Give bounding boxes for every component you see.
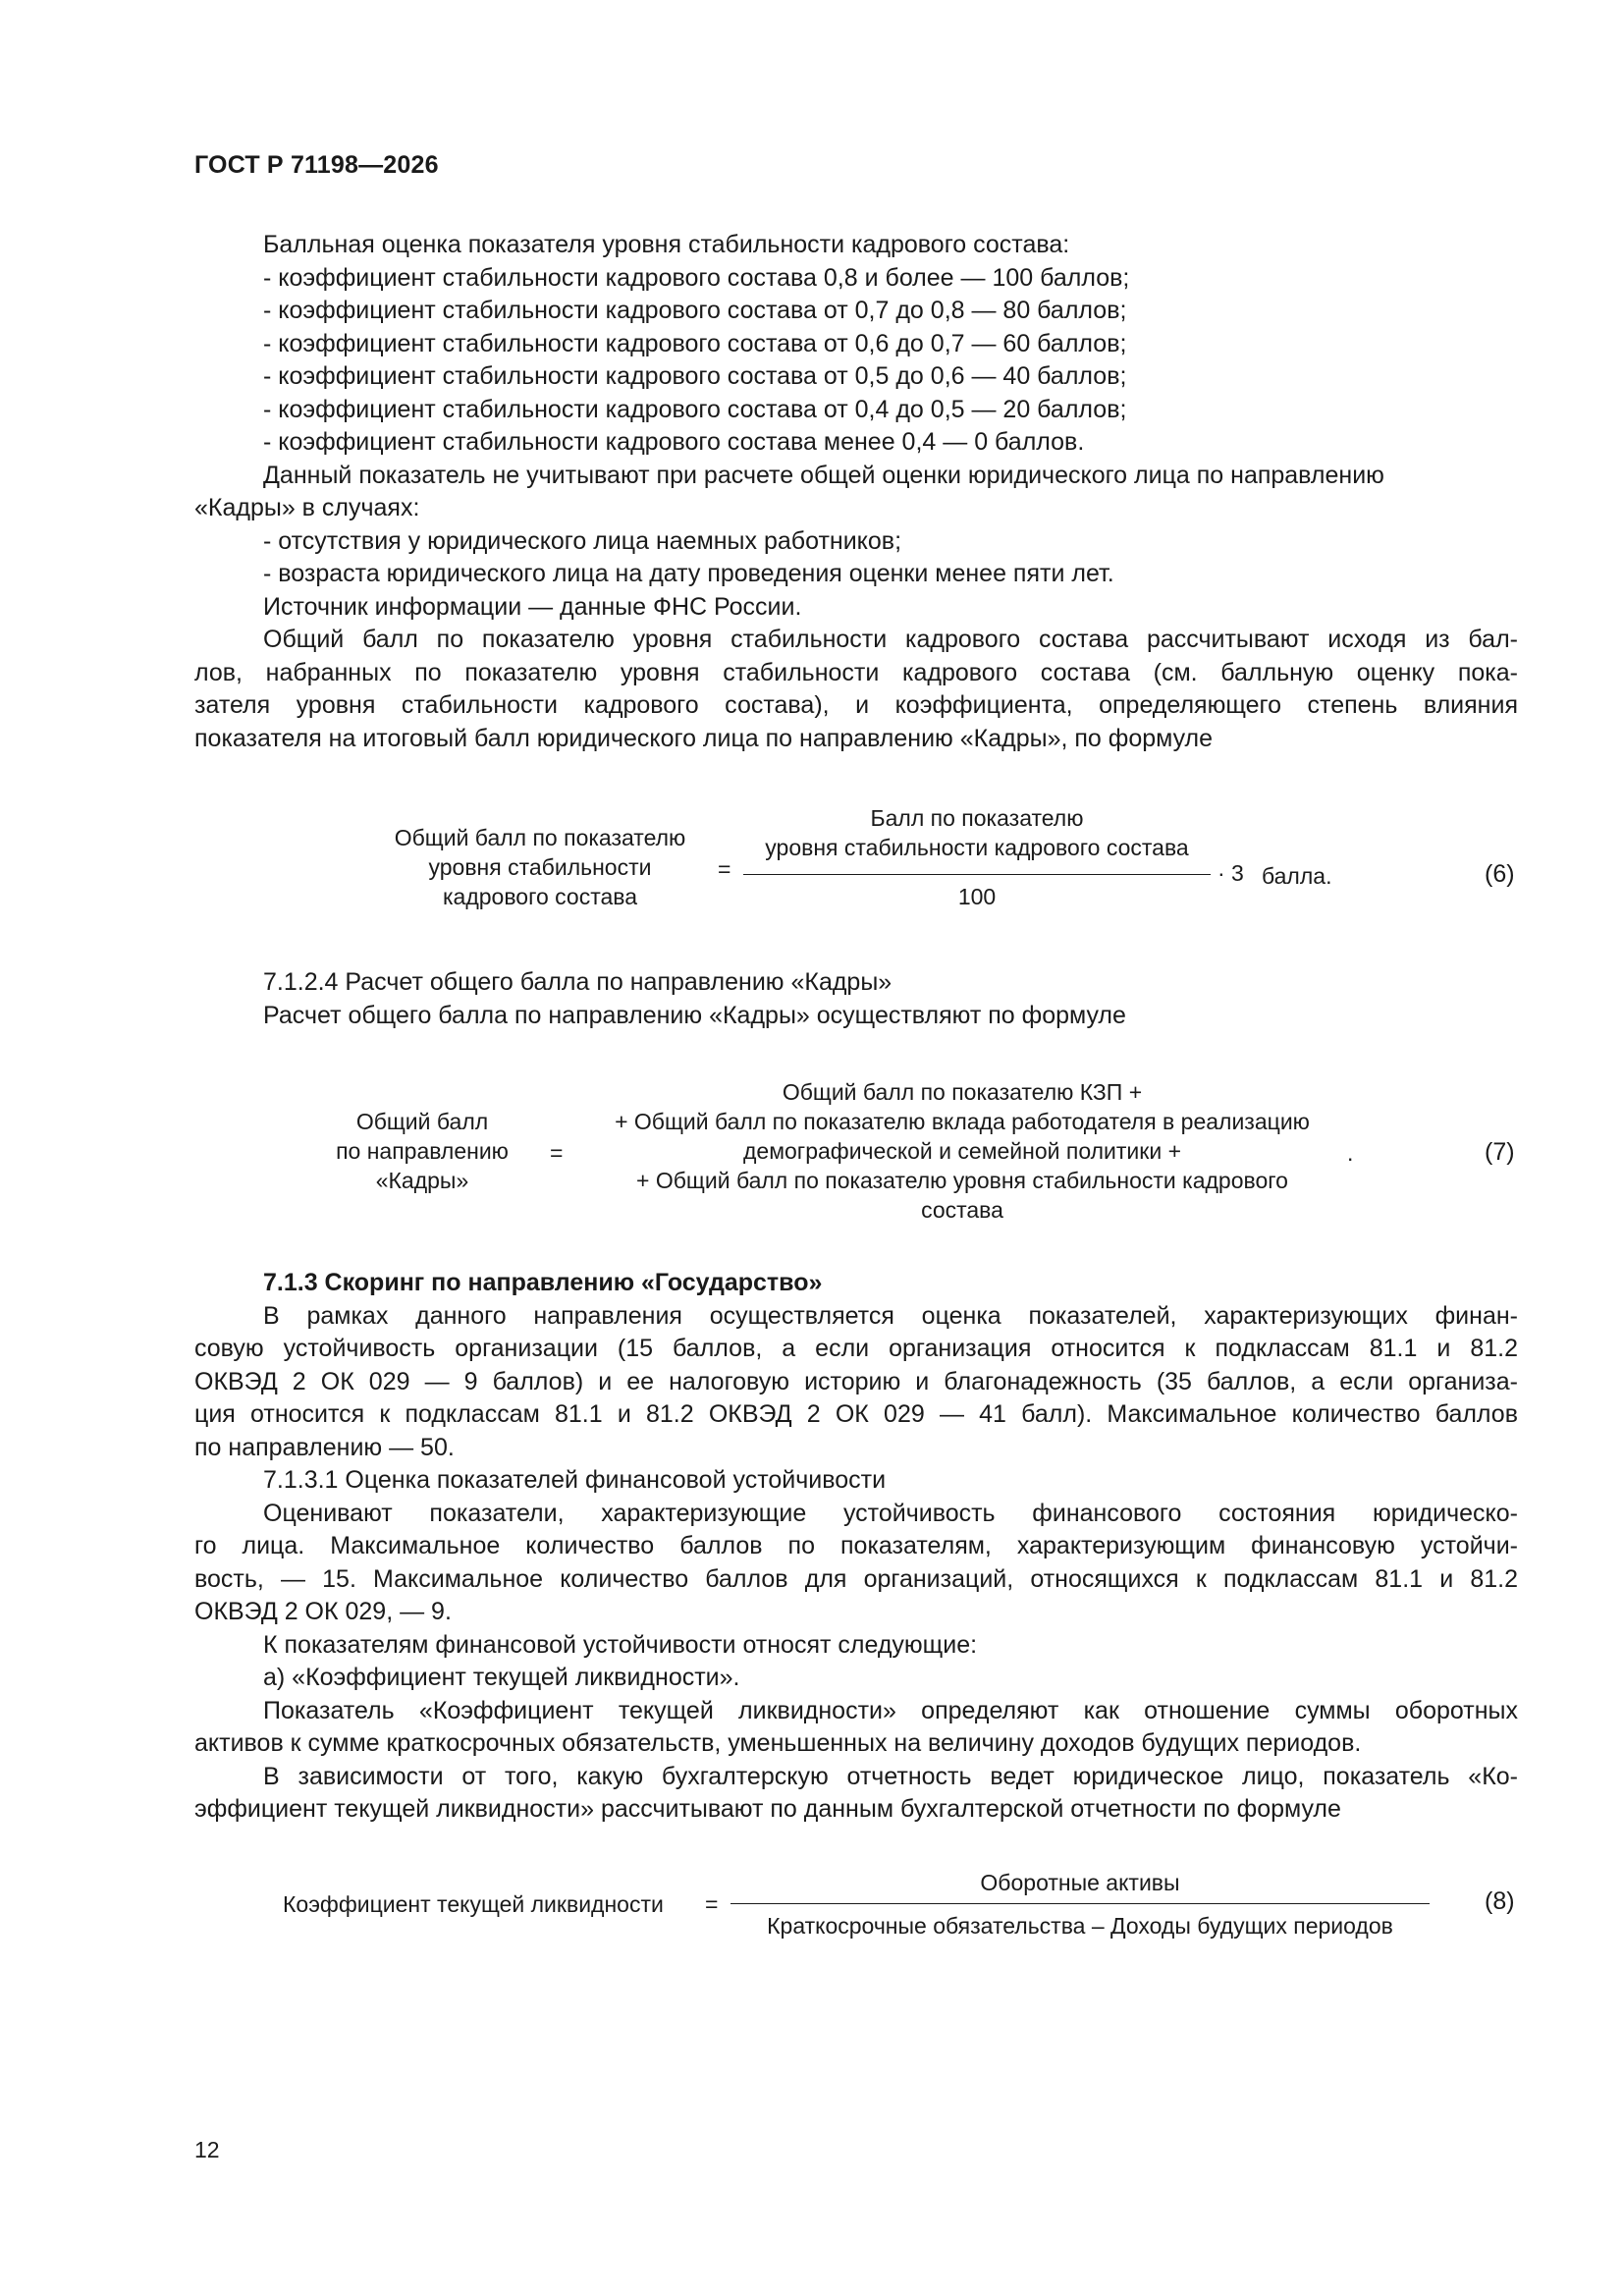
list-item: - коэффициент стабильности кадрового состава 0,8 и более — 100 баллов; bbox=[263, 263, 1130, 292]
paragraph: Источник информации — данные ФНС России. bbox=[263, 592, 802, 621]
formula-denominator: 100 bbox=[957, 884, 997, 909]
formula-rhs-line: + Общий балл по показателю вклада работодателя в реализацию bbox=[615, 1109, 1310, 1134]
paragraph-line: Оценивают показатели, характеризующие устойчивость финансового состояния юридическо- bbox=[263, 1499, 1518, 1527]
formula-lhs bbox=[363, 823, 717, 911]
formula-rhs-line: + Общий балл по показателю уровня стабильности кадрового bbox=[636, 1168, 1288, 1193]
formula-numerator-line: Балл по показателю bbox=[870, 805, 1084, 831]
paragraph-line: зателя уровня стабильности кадрового состава), и коэффициента, определяющего степень влияния bbox=[194, 691, 1518, 719]
list-item: - возраста юридического лица на дату проведения оценки менее пяти лет. bbox=[263, 560, 1114, 587]
formula-numerator bbox=[741, 803, 1213, 862]
paragraph-line: по направлению — 50. bbox=[194, 1433, 455, 1461]
equation-number: (6) bbox=[1485, 860, 1515, 888]
section-heading: 7.1.3 Скоринг по направлению «Государство» bbox=[263, 1269, 823, 1296]
list-item: - коэффициент стабильности кадрового состава менее 0,4 — 0 баллов. bbox=[263, 428, 1085, 456]
paragraph-line: совую устойчивость организации (15 баллов, а если организация относится к подклассам 81.1 и 81.2 bbox=[194, 1335, 1518, 1362]
formula-lhs bbox=[314, 1107, 530, 1195]
paragraph-line: эффициент текущей ликвидности» рассчитывают по данным бухгалтерской отчетности по формуле bbox=[194, 1795, 1341, 1823]
section-heading: 7.1.2.4 Расчет общего балла по направлению «Кадры» bbox=[263, 968, 893, 996]
paragraph-line: ОКВЭД 2 ОК 029 — 9 баллов) и ее налоговую историю и благонадежность (35 баллов, а если организа- bbox=[194, 1367, 1518, 1395]
paragraph-line: вость, — 15. Максимальное количество баллов для организаций, относящихся к подклассам 81.1 и 81.2 bbox=[194, 1564, 1518, 1593]
paragraph-line: показателя на итоговый балл юридического лица по направлению «Кадры», по формуле bbox=[194, 724, 1214, 752]
paragraph: Данный показатель не учитывают при расчете общей оценки юридического лица по направлению bbox=[263, 461, 1384, 489]
formula-rhs bbox=[569, 1077, 1355, 1225]
sub-heading: 7.1.3.1 Оценка показателей финансовой устойчивости bbox=[263, 1466, 887, 1494]
formula-lhs-line: «Кадры» bbox=[375, 1168, 469, 1193]
formula-multiplier: · 3 bbox=[1217, 860, 1244, 886]
formula-lhs-line: кадрового состава bbox=[442, 884, 638, 909]
list-item: - коэффициент стабильности кадрового состава от 0,5 до 0,6 — 40 баллов; bbox=[263, 362, 1127, 390]
formula-denominator: Краткосрочные обязательства – Доходы будущих периодов bbox=[767, 1913, 1393, 1939]
formula-lhs-line: Общий балл по показателю bbox=[394, 825, 686, 850]
formula-tail: балла. bbox=[1262, 863, 1332, 889]
formula-dot: . bbox=[1347, 1140, 1354, 1166]
equation-number: (7) bbox=[1485, 1138, 1515, 1166]
paragraph-line: го лица. Максимальное количество баллов по показателям, характеризующим финансовую устойчи- bbox=[194, 1532, 1518, 1559]
formula-lhs-line: Общий балл bbox=[355, 1109, 489, 1134]
equals-sign: = bbox=[718, 856, 731, 882]
fraction-line bbox=[743, 874, 1211, 875]
paragraph: К показателям финансовой устойчивости относят следующие: bbox=[263, 1630, 978, 1659]
list-item: - коэффициент стабильности кадрового состава от 0,7 до 0,8 — 80 баллов; bbox=[263, 297, 1127, 324]
formula-lhs-line: уровня стабильности bbox=[428, 854, 652, 880]
paragraph-line: Показатель «Коэффициент текущей ликвидности» определяют как отношение суммы оборотных bbox=[263, 1696, 1518, 1724]
page-number: 12 bbox=[194, 2137, 220, 2162]
formula-lhs-line: по направлению bbox=[336, 1138, 509, 1164]
paragraph: «Кадры» в случаях: bbox=[194, 494, 420, 521]
list-item: - коэффициент стабильности кадрового состава от 0,4 до 0,5 — 20 баллов; bbox=[263, 395, 1127, 423]
formula-numerator-line: уровня стабильности кадрового состава bbox=[765, 835, 1189, 860]
formula-numerator: Оборотные активы bbox=[980, 1870, 1180, 1895]
paragraph-line: ОКВЭД 2 ОК 029, — 9. bbox=[194, 1598, 452, 1625]
list-item: а) «Коэффициент текущей ликвидности». bbox=[263, 1664, 740, 1691]
formula-rhs-line: состава bbox=[921, 1197, 1003, 1223]
equals-sign: = bbox=[550, 1140, 564, 1166]
list-item: - отсутствия у юридического лица наемных работников; bbox=[263, 526, 902, 555]
formula-rhs-line: Общий балл по показателю КЗП + bbox=[782, 1079, 1143, 1105]
formula-lhs: Коэффициент текущей ликвидности bbox=[283, 1891, 664, 1917]
paragraph-line: В зависимости от того, какую бухгалтерскую отчетность ведет юридическое лицо, показатель «Ко- bbox=[263, 1762, 1518, 1790]
paragraph-line: активов к сумме краткосрочных обязательств, уменьшенных на величину доходов будущих периодов. bbox=[194, 1729, 1362, 1757]
paragraph: Расчет общего балла по направлению «Кадры» осуществляют по формуле bbox=[263, 1001, 1126, 1029]
state-scoring-section bbox=[194, 1267, 1518, 1827]
paragraph-line: Общий балл по показателю уровня стабильности кадрового состава рассчитывают исходя из бал- bbox=[263, 626, 1518, 653]
standard-header: ГОСТ Р 71198—2026 bbox=[194, 151, 439, 179]
paragraph-line: лов, набранных по показателю уровня стабильности кадрового состава (см. балльную оценку пока- bbox=[194, 658, 1518, 686]
paragraph-line: В рамках данного направления осуществляется оценка показателей, характеризующих финан- bbox=[263, 1301, 1518, 1330]
fraction-line bbox=[730, 1903, 1430, 1904]
formula-rhs-line: демографической и семейной политики + bbox=[742, 1138, 1182, 1164]
equals-sign: = bbox=[705, 1891, 719, 1917]
total-score-section bbox=[194, 966, 1518, 1032]
paragraph: Балльная оценка показателя уровня стабильности кадрового состава: bbox=[263, 231, 1070, 258]
stability-score-section bbox=[194, 229, 1518, 755]
paragraph-line: ция относится к подклассам 81.1 и 81.2 ОКВЭД 2 ОК 029 — 41 балл). Максимальное количество баллов bbox=[194, 1400, 1518, 1428]
equation-number: (8) bbox=[1485, 1887, 1515, 1915]
list-item: - коэффициент стабильности кадрового состава от 0,6 до 0,7 — 60 баллов; bbox=[263, 329, 1127, 357]
